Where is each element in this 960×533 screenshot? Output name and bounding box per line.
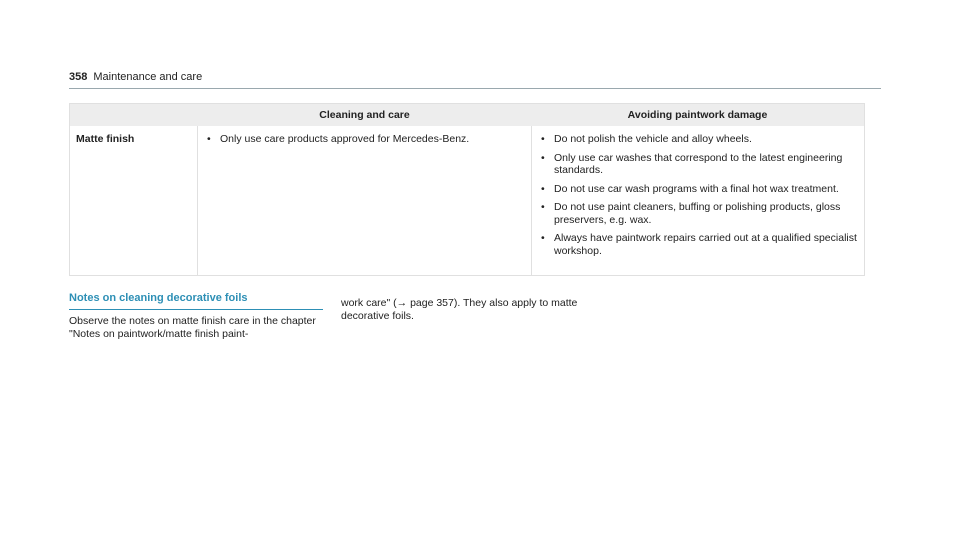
cleaning-cell [198,126,532,275]
paragraph-part-1: Observe the notes on matte finish care in the chapter "Notes on paintwork/matte finish paint- [69,315,316,340]
table-row [70,126,864,275]
table-header-avoiding: Avoiding paintwork damage [627,109,768,121]
row-label: Matte finish [70,126,198,275]
table-header-cleaning: Cleaning and care [319,109,410,121]
avoiding-list [538,133,858,257]
table-header-row [70,104,864,126]
header-title: Maintenance and care [93,71,203,83]
paragraph-part-2: work care" (→ page 357). They also apply to matte decorative foils. [341,297,578,322]
page-header [69,71,881,89]
cleaning-list [204,133,525,146]
list-item: • Do not use paint cleaners, buffing or polishing products, gloss preservers, e.g. wax. [538,201,858,226]
table-header-blank [70,104,198,126]
care-table [69,103,865,276]
section-heading: Notes on cleaning decorative foils [69,292,323,310]
list-item: • Only use care products approved for Mercedes-Benz. [204,133,525,146]
list-item: • Do not use car wash programs with a final hot wax treatment. [538,183,858,196]
page-number: 358 [69,71,88,83]
avoiding-cell [532,126,864,275]
list-item: • Do not polish the vehicle and alloy wheels. [538,133,858,146]
list-item: • Only use car washes that correspond to the latest engineering standards. [538,152,858,177]
list-item: • Always have paintwork repairs carried out at a qualified specialist workshop. [538,232,858,257]
